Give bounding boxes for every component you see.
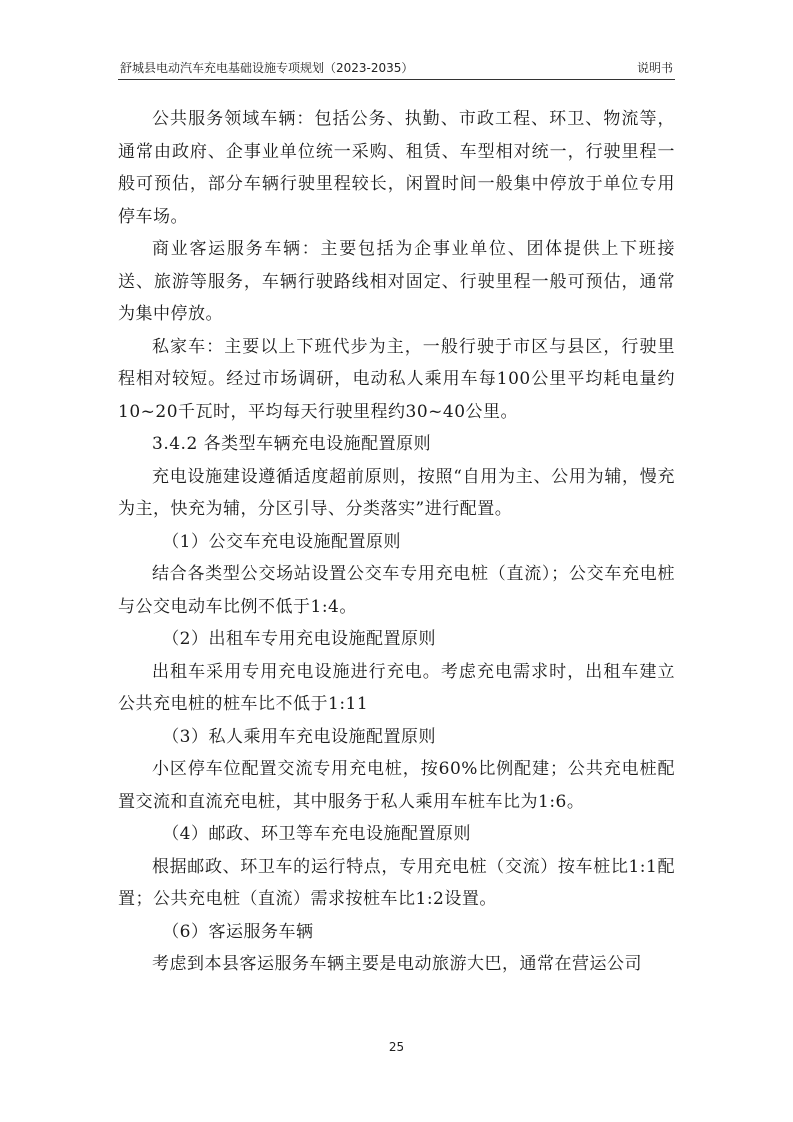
section-heading: 3.4.2 各类型车辆充电设施配置原则 [152, 434, 432, 454]
header-doc-type: 说明书 [636, 61, 673, 75]
paragraph-taxi-charging: 出租车采用专用充电设施进行充电。考虑充电需求时，出租车建立公共充电桩的桩车比不低于1:11 [118, 661, 675, 714]
item-bus-charging: （1）公交车充电设施配置原则 [162, 531, 402, 552]
paragraph-construction-principle: 充电设施建设遵循适度超前原则，按照“自用为主、公用为辅，慢充为主，快充为辅，分区引导、分类落实”进行配置。 [118, 466, 675, 519]
paragraph-bus-charging: 结合各类型公交场站设置公交车专用充电桩（直流）；公交车充电桩与公交电动车比例不低于1:4。 [118, 564, 675, 617]
paragraph-commercial-passenger-vehicles: 商业客运服务车辆：主要包括为企事业单位、团体提供上下班接送、旅游等服务，车辆行驶路线相对固定、行驶里程一般可预估，通常为集中停放。 [118, 239, 675, 324]
page-body [118, 103, 675, 981]
page-header [118, 57, 675, 80]
paragraph-private-cars: 私家车：主要以上下班代步为主，一般行驶于市区与县区，行驶里程相对较短。经过市场调研，电动私人乘用车每100公里平均耗电量约10~20千瓦时，平均每天行驶里程约30~40公里。 [118, 336, 675, 422]
paragraph-private-car-charging: 小区停车位配置交流专用充电桩，按60%比例配建；公共充电桩配置交流和直流充电桩，其中服务于私人乘用车桩车比为1:6。 [118, 759, 675, 812]
item-postal-sanitation-charging: （4）邮政、环卫等车充电设施配置原则 [162, 824, 472, 844]
item-private-car-charging: （3）私人乘用车充电设施配置原则 [162, 726, 437, 747]
paragraph-public-service-vehicles: 公共服务领域车辆：包括公务、执勤、市政工程、环卫、物流等，通常由政府、企事业单位统一采购、租赁、车型相对统一，行驶里程一般可预估，部分车辆行驶里程较长，闲置时间一般集中停放于单位专用停车场。 [118, 109, 675, 227]
paragraph-postal-sanitation-charging: 根据邮政、环卫车的运行特点，专用充电桩（交流）按车桩比1:1配置；公共充电桩（直流）需求按桩车比1:2设置。 [118, 856, 675, 909]
page-number: 25 [388, 1040, 405, 1054]
item-passenger-service-vehicles: （6）客运服务车辆 [162, 921, 314, 942]
item-taxi-charging: （2）出租车专用充电设施配置原则 [162, 629, 437, 649]
header-title: 舒城县电动汽车充电基础设施专项规划（2023-2035） [120, 61, 414, 75]
paragraph-passenger-service-vehicles: 考虑到本县客运服务车辆主要是电动旅游大巴，通常在营运公司 [152, 954, 642, 974]
